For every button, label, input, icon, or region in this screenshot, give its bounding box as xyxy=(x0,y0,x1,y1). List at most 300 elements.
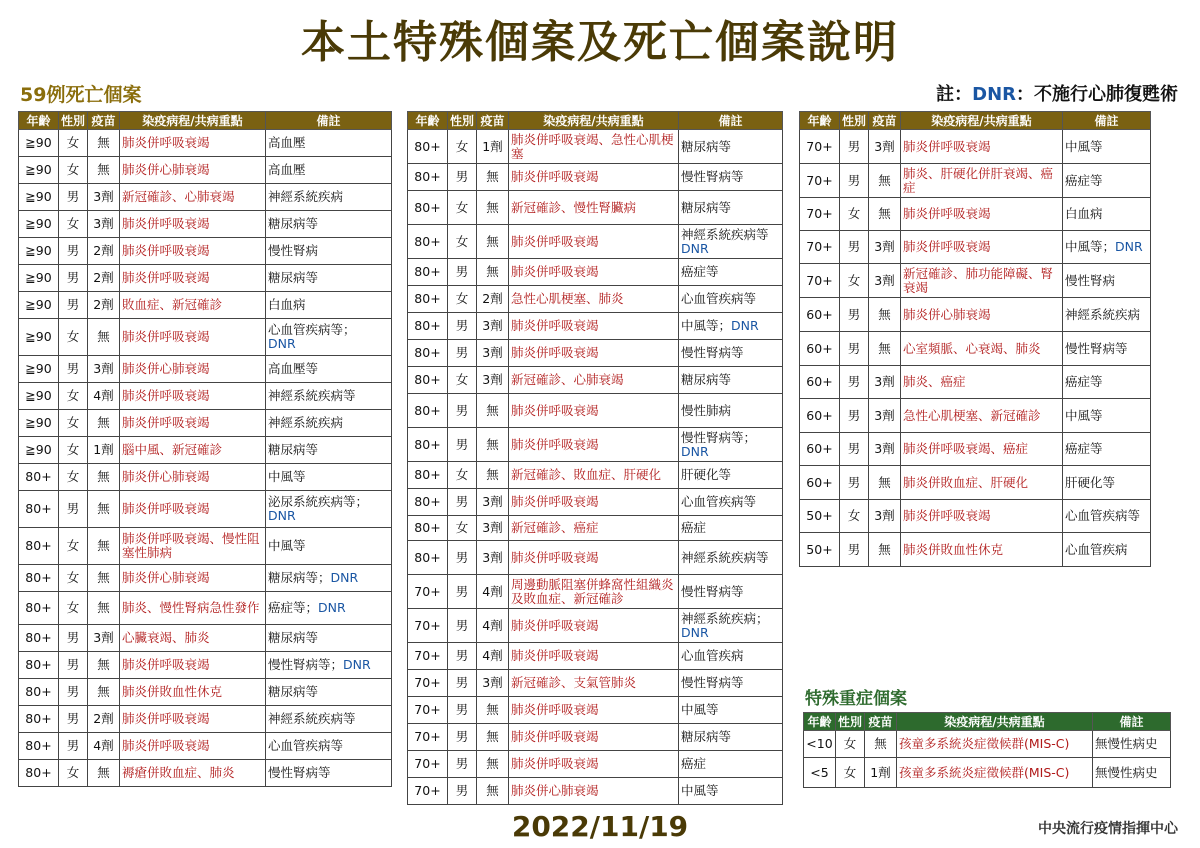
age-cell: 80+ xyxy=(408,367,448,394)
sex-cell: 女 xyxy=(448,191,477,225)
remark-cell: 心血管疾病 xyxy=(1063,533,1151,567)
illness-cell: 肺炎併呼吸衰竭、急性心肌梗塞 xyxy=(509,130,679,164)
age-cell: ≧90 xyxy=(19,184,59,211)
remark-cell: 糖尿病等 xyxy=(679,130,783,164)
vaccine-cell: 3劑 xyxy=(477,367,509,394)
age-cell: 70+ xyxy=(408,751,448,778)
table-row xyxy=(19,211,392,238)
sex-cell: 女 xyxy=(840,264,869,298)
column-header: 染疫病程/共病重點 xyxy=(120,112,266,130)
vaccine-cell: 3劑 xyxy=(88,184,120,211)
table-row xyxy=(408,697,783,724)
age-cell: ≧90 xyxy=(19,410,59,437)
illness-cell: 肺炎併心肺衰竭 xyxy=(120,157,266,184)
sex-cell: 女 xyxy=(836,731,865,758)
table-row xyxy=(408,541,783,575)
special-cases-title: 特殊重症個案 xyxy=(805,689,907,709)
age-cell: ≧90 xyxy=(19,265,59,292)
illness-cell: 肺炎併呼吸衰竭 xyxy=(120,319,266,356)
age-cell: 80+ xyxy=(19,592,59,625)
vaccine-cell: 無 xyxy=(88,528,120,565)
vaccine-cell: 4劑 xyxy=(477,575,509,609)
table-row xyxy=(800,332,1151,366)
vaccine-cell: 3劑 xyxy=(88,211,120,238)
age-cell: 80+ xyxy=(408,225,448,259)
sex-cell: 男 xyxy=(448,670,477,697)
column-header: 染疫病程/共病重點 xyxy=(901,112,1063,130)
age-cell: <5 xyxy=(804,758,836,788)
table-row xyxy=(19,528,392,565)
sex-cell: 男 xyxy=(840,298,869,332)
illness-cell: 肺炎、肝硬化併肝衰竭、癌症 xyxy=(901,164,1063,198)
remark-cell: 中風等 xyxy=(679,778,783,805)
sex-cell: 男 xyxy=(59,184,88,211)
table-row xyxy=(408,516,783,541)
age-cell: 80+ xyxy=(408,313,448,340)
dnr-tag: DNR xyxy=(268,336,296,351)
sex-cell: 男 xyxy=(840,366,869,399)
table-row xyxy=(19,652,392,679)
table-row xyxy=(408,575,783,609)
remark-cell: 慢性腎病等 xyxy=(1063,332,1151,366)
vaccine-cell: 無 xyxy=(88,410,120,437)
vaccine-cell: 無 xyxy=(88,157,120,184)
remark-cell: 中風等 xyxy=(1063,130,1151,164)
age-cell: 70+ xyxy=(408,670,448,697)
table-row xyxy=(800,231,1151,264)
remark-cell: 心血管疾病等 xyxy=(266,733,392,760)
illness-cell: 心臟衰竭、肺炎 xyxy=(120,625,266,652)
illness-cell: 心室頻脈、心衰竭、肺炎 xyxy=(901,332,1063,366)
illness-cell: 肺炎併呼吸衰竭 xyxy=(120,733,266,760)
table-row xyxy=(408,313,783,340)
dnr-tag: DNR xyxy=(1115,239,1143,254)
sex-cell: 女 xyxy=(448,225,477,259)
sex-cell: 女 xyxy=(59,383,88,410)
table-row xyxy=(19,157,392,184)
sex-cell: 男 xyxy=(448,575,477,609)
age-cell: 70+ xyxy=(408,724,448,751)
sex-cell: 男 xyxy=(840,231,869,264)
table-row xyxy=(408,462,783,489)
sex-cell: 男 xyxy=(840,332,869,366)
sex-cell: 男 xyxy=(448,778,477,805)
column-header: 備註 xyxy=(1093,713,1171,731)
remark-cell: 心血管疾病等 xyxy=(1063,500,1151,533)
sex-cell: 男 xyxy=(59,733,88,760)
table-row xyxy=(800,466,1151,500)
vaccine-cell: 4劑 xyxy=(88,383,120,410)
illness-cell: 肺炎併呼吸衰竭、慢性阻塞性肺病 xyxy=(120,528,266,565)
column-header: 染疫病程/共病重點 xyxy=(509,112,679,130)
sex-cell: 女 xyxy=(448,367,477,394)
age-cell: ≧90 xyxy=(19,292,59,319)
table-row xyxy=(408,609,783,643)
sex-cell: 男 xyxy=(59,625,88,652)
table-row xyxy=(408,489,783,516)
death-cases-table-2 xyxy=(407,111,783,805)
report-date: 2022/11/19 xyxy=(511,810,689,843)
age-cell: 80+ xyxy=(408,541,448,575)
age-cell: 80+ xyxy=(408,286,448,313)
illness-cell: 肺炎併敗血性休克 xyxy=(120,679,266,706)
remark-cell: 慢性腎病等 xyxy=(679,340,783,367)
column-header: 年齡 xyxy=(19,112,59,130)
vaccine-cell: 無 xyxy=(88,130,120,157)
remark-cell: 心血管疾病等 xyxy=(679,489,783,516)
remark-cell: 癌症等 xyxy=(679,259,783,286)
vaccine-cell: 無 xyxy=(88,491,120,528)
table-row xyxy=(408,428,783,462)
age-cell: 50+ xyxy=(800,500,840,533)
age-cell: ≧90 xyxy=(19,130,59,157)
table-row xyxy=(19,592,392,625)
table-row xyxy=(19,184,392,211)
table-row xyxy=(19,760,392,787)
vaccine-cell: 3劑 xyxy=(477,313,509,340)
illness-cell: 肺炎併呼吸衰竭 xyxy=(509,313,679,340)
remark-cell: 高血壓 xyxy=(266,157,392,184)
note-dnr: DNR xyxy=(972,84,1016,105)
age-cell: 60+ xyxy=(800,332,840,366)
illness-cell: 肺炎併心肺衰竭 xyxy=(120,356,266,383)
vaccine-cell: 3劑 xyxy=(88,625,120,652)
organization-name: 中央流行疫情指揮中心 xyxy=(1038,821,1178,837)
table-row xyxy=(408,643,783,670)
table-row xyxy=(408,191,783,225)
remark-cell: 糖尿病等；DNR xyxy=(266,565,392,592)
sex-cell: 女 xyxy=(840,500,869,533)
sex-cell: 女 xyxy=(59,592,88,625)
age-cell: 80+ xyxy=(408,428,448,462)
illness-cell: 急性心肌梗塞、新冠確診 xyxy=(901,399,1063,433)
table-row xyxy=(800,399,1151,433)
column-header: 年齡 xyxy=(800,112,840,130)
sex-cell: 男 xyxy=(448,489,477,516)
remark-cell: 慢性腎病等； DNR xyxy=(679,428,783,462)
table-row xyxy=(800,130,1151,164)
remark-cell: 肝硬化等 xyxy=(679,462,783,489)
sex-cell: 女 xyxy=(59,130,88,157)
column-header: 性別 xyxy=(59,112,88,130)
vaccine-cell: 3劑 xyxy=(477,340,509,367)
table-row xyxy=(408,286,783,313)
remark-cell: 肝硬化等 xyxy=(1063,466,1151,500)
remark-cell: 心血管疾病 xyxy=(679,643,783,670)
sex-cell: 男 xyxy=(840,399,869,433)
table-row xyxy=(19,733,392,760)
vaccine-cell: 4劑 xyxy=(477,643,509,670)
remark-cell: 糖尿病等 xyxy=(266,625,392,652)
vaccine-cell: 無 xyxy=(477,462,509,489)
vaccine-cell: 無 xyxy=(88,464,120,491)
table-row xyxy=(19,130,392,157)
age-cell: 60+ xyxy=(800,399,840,433)
table-row xyxy=(804,758,1171,788)
column-header: 備註 xyxy=(679,112,783,130)
vaccine-cell: 無 xyxy=(869,466,901,500)
remark-cell: 中風等 xyxy=(1063,399,1151,433)
sex-cell: 女 xyxy=(448,130,477,164)
sex-cell: 女 xyxy=(59,528,88,565)
sex-cell: 女 xyxy=(59,565,88,592)
illness-cell: 褥瘡併敗血症、肺炎 xyxy=(120,760,266,787)
column-header: 備註 xyxy=(266,112,392,130)
age-cell: 70+ xyxy=(800,198,840,231)
column-header: 年齡 xyxy=(408,112,448,130)
sex-cell: 男 xyxy=(59,238,88,265)
age-cell: 80+ xyxy=(408,130,448,164)
vaccine-cell: 2劑 xyxy=(477,286,509,313)
column-header: 性別 xyxy=(836,713,865,731)
table-row xyxy=(19,356,392,383)
sex-cell: 女 xyxy=(448,516,477,541)
remark-cell: 慢性腎病 xyxy=(266,238,392,265)
note-text: ：不施行心肺復甦術 xyxy=(1016,84,1178,105)
illness-cell: 肺炎併呼吸衰竭 xyxy=(120,652,266,679)
vaccine-cell: 3劑 xyxy=(477,541,509,575)
remark-cell: 心血管疾病等； DNR xyxy=(266,319,392,356)
age-cell: 80+ xyxy=(408,259,448,286)
illness-cell: 肺炎併呼吸衰竭 xyxy=(509,541,679,575)
sex-cell: 男 xyxy=(59,652,88,679)
age-cell: 80+ xyxy=(19,528,59,565)
remark-cell: 白血病 xyxy=(1063,198,1151,231)
dnr-note xyxy=(936,80,1178,106)
sex-cell: 女 xyxy=(59,211,88,238)
vaccine-cell: 3劑 xyxy=(869,433,901,466)
illness-cell: 肺炎併呼吸衰竭 xyxy=(509,643,679,670)
vaccine-cell: 無 xyxy=(88,592,120,625)
age-cell: ≧90 xyxy=(19,437,59,464)
age-cell: 80+ xyxy=(408,516,448,541)
table-row xyxy=(800,366,1151,399)
table-row xyxy=(19,437,392,464)
column-header: 疫苗 xyxy=(88,112,120,130)
vaccine-cell: 1劑 xyxy=(865,758,897,788)
remark-cell: 中風等；DNR xyxy=(679,313,783,340)
sex-cell: 女 xyxy=(59,157,88,184)
age-cell: 70+ xyxy=(408,575,448,609)
vaccine-cell: 無 xyxy=(88,652,120,679)
illness-cell: 腦中風、新冠確診 xyxy=(120,437,266,464)
vaccine-cell: 無 xyxy=(869,164,901,198)
age-cell: 80+ xyxy=(19,679,59,706)
illness-cell: 肺炎併呼吸衰竭 xyxy=(120,491,266,528)
vaccine-cell: 1劑 xyxy=(477,130,509,164)
vaccine-cell: 無 xyxy=(477,778,509,805)
table-row xyxy=(19,410,392,437)
remark-cell: 神經系統疾病等 xyxy=(266,383,392,410)
age-cell: ≧90 xyxy=(19,157,59,184)
remark-cell: 癌症等 xyxy=(1063,164,1151,198)
sex-cell: 男 xyxy=(448,259,477,286)
dnr-tag: DNR xyxy=(330,570,359,585)
remark-cell: 癌症 xyxy=(679,516,783,541)
vaccine-cell: 無 xyxy=(477,164,509,191)
remark-cell: 神經系統疾病； DNR xyxy=(679,609,783,643)
sex-cell: 男 xyxy=(59,491,88,528)
table-row xyxy=(408,778,783,805)
illness-cell: 肺炎、慢性腎病急性發作 xyxy=(120,592,266,625)
death-cases-table-3 xyxy=(799,111,1151,567)
vaccine-cell: 2劑 xyxy=(88,292,120,319)
table-row xyxy=(800,264,1151,298)
vaccine-cell: 3劑 xyxy=(869,264,901,298)
table-row xyxy=(800,433,1151,466)
vaccine-cell: 3劑 xyxy=(869,231,901,264)
sex-cell: 男 xyxy=(59,292,88,319)
remark-cell: 糖尿病等 xyxy=(266,679,392,706)
sex-cell: 女 xyxy=(836,758,865,788)
age-cell: 70+ xyxy=(408,778,448,805)
table-row xyxy=(408,340,783,367)
remark-cell: 糖尿病等 xyxy=(266,211,392,238)
table-row xyxy=(408,670,783,697)
sex-cell: 男 xyxy=(448,340,477,367)
vaccine-cell: 1劑 xyxy=(88,437,120,464)
age-cell: 80+ xyxy=(408,462,448,489)
sex-cell: 男 xyxy=(840,466,869,500)
illness-cell: 肺炎併呼吸衰竭 xyxy=(509,609,679,643)
dnr-tag: DNR xyxy=(731,318,759,333)
table-row xyxy=(408,225,783,259)
illness-cell: 肺炎併呼吸衰竭 xyxy=(120,410,266,437)
remark-cell: 中風等 xyxy=(679,697,783,724)
table-row xyxy=(19,383,392,410)
illness-cell: 肺炎併呼吸衰竭 xyxy=(509,259,679,286)
table-row xyxy=(19,679,392,706)
remark-cell: 糖尿病等 xyxy=(679,367,783,394)
age-cell: ≧90 xyxy=(19,319,59,356)
age-cell: 60+ xyxy=(800,366,840,399)
sex-cell: 男 xyxy=(59,356,88,383)
illness-cell: 肺炎併心肺衰竭 xyxy=(120,464,266,491)
table-row xyxy=(19,565,392,592)
illness-cell: 肺炎併呼吸衰竭 xyxy=(901,500,1063,533)
remark-cell: 神經系統疾病 xyxy=(266,410,392,437)
note-prefix: 註： xyxy=(936,84,973,105)
age-cell: 80+ xyxy=(19,706,59,733)
column-header: 性別 xyxy=(840,112,869,130)
table-row xyxy=(800,298,1151,332)
vaccine-cell: 2劑 xyxy=(88,265,120,292)
dnr-tag: DNR xyxy=(681,240,709,256)
table-row xyxy=(800,198,1151,231)
age-cell: <10 xyxy=(804,731,836,758)
sex-cell: 男 xyxy=(448,609,477,643)
column-header: 年齡 xyxy=(804,713,836,731)
age-cell: 50+ xyxy=(800,533,840,567)
age-cell: ≧90 xyxy=(19,211,59,238)
remark-cell: 慢性腎病等 xyxy=(679,164,783,191)
age-cell: 80+ xyxy=(19,733,59,760)
illness-cell: 肺炎併呼吸衰竭 xyxy=(509,340,679,367)
illness-cell: 肺炎併呼吸衰竭 xyxy=(509,697,679,724)
illness-cell: 肺炎併呼吸衰竭 xyxy=(120,238,266,265)
illness-cell: 肺炎併心肺衰竭 xyxy=(901,298,1063,332)
remark-cell: 神經系統疾病 xyxy=(1063,298,1151,332)
vaccine-cell: 3劑 xyxy=(869,130,901,164)
sex-cell: 男 xyxy=(840,533,869,567)
age-cell: 80+ xyxy=(408,191,448,225)
remark-cell: 癌症等 xyxy=(1063,433,1151,466)
remark-cell: 慢性腎病等；DNR xyxy=(266,652,392,679)
table-row xyxy=(19,292,392,319)
illness-cell: 新冠確診、心肺衰竭 xyxy=(120,184,266,211)
illness-cell: 肺炎併心肺衰竭 xyxy=(120,565,266,592)
illness-cell: 肺炎併呼吸衰竭 xyxy=(509,489,679,516)
age-cell: 60+ xyxy=(800,433,840,466)
illness-cell: 新冠確診、支氣管肺炎 xyxy=(509,670,679,697)
age-cell: 80+ xyxy=(408,394,448,428)
dnr-tag: DNR xyxy=(681,624,709,640)
remark-cell: 泌尿系統疾病等； DNR xyxy=(266,491,392,528)
vaccine-cell: 無 xyxy=(477,259,509,286)
table-row xyxy=(408,164,783,191)
illness-cell: 孩童多系統炎症徵候群(MIS-C) xyxy=(897,758,1093,788)
table-row xyxy=(408,130,783,164)
table-row xyxy=(19,625,392,652)
illness-cell: 肺炎併呼吸衰竭 xyxy=(901,198,1063,231)
table-row xyxy=(19,265,392,292)
sex-cell: 男 xyxy=(59,679,88,706)
illness-cell: 新冠確診、癌症 xyxy=(509,516,679,541)
table-row xyxy=(800,500,1151,533)
table-row xyxy=(408,367,783,394)
vaccine-cell: 無 xyxy=(88,760,120,787)
age-cell: 80+ xyxy=(408,164,448,191)
sex-cell: 女 xyxy=(59,464,88,491)
remark-cell: 神經系統疾病 xyxy=(266,184,392,211)
table-row xyxy=(408,394,783,428)
table-row xyxy=(804,731,1171,758)
sex-cell: 男 xyxy=(448,751,477,778)
age-cell: 70+ xyxy=(800,231,840,264)
sex-cell: 男 xyxy=(448,313,477,340)
sex-cell: 男 xyxy=(448,724,477,751)
illness-cell: 肺炎併呼吸衰竭 xyxy=(509,394,679,428)
vaccine-cell: 無 xyxy=(865,731,897,758)
sex-cell: 女 xyxy=(448,462,477,489)
sex-cell: 男 xyxy=(840,130,869,164)
illness-cell: 肺炎併呼吸衰竭 xyxy=(120,706,266,733)
vaccine-cell: 3劑 xyxy=(869,500,901,533)
vaccine-cell: 無 xyxy=(869,198,901,231)
vaccine-cell: 3劑 xyxy=(477,670,509,697)
remark-cell: 糖尿病等 xyxy=(266,265,392,292)
illness-cell: 肺炎併呼吸衰竭 xyxy=(509,164,679,191)
age-cell: 70+ xyxy=(800,264,840,298)
sex-cell: 女 xyxy=(840,198,869,231)
death-cases-subtitle: 59例死亡個案 xyxy=(20,84,142,106)
vaccine-cell: 無 xyxy=(477,428,509,462)
column-header: 疫苗 xyxy=(477,112,509,130)
remark-cell: 無慢性病史 xyxy=(1093,758,1171,788)
vaccine-cell: 無 xyxy=(869,533,901,567)
illness-cell: 肺炎併呼吸衰竭 xyxy=(120,211,266,238)
vaccine-cell: 無 xyxy=(869,332,901,366)
age-cell: 70+ xyxy=(408,609,448,643)
age-cell: 80+ xyxy=(408,340,448,367)
age-cell: 60+ xyxy=(800,466,840,500)
illness-cell: 肺炎併呼吸衰竭 xyxy=(120,130,266,157)
column-header: 性別 xyxy=(448,112,477,130)
illness-cell: 新冠確診、慢性腎臟病 xyxy=(509,191,679,225)
table-row xyxy=(408,724,783,751)
remark-cell: 神經系統疾病等 xyxy=(679,541,783,575)
age-cell: 80+ xyxy=(19,491,59,528)
